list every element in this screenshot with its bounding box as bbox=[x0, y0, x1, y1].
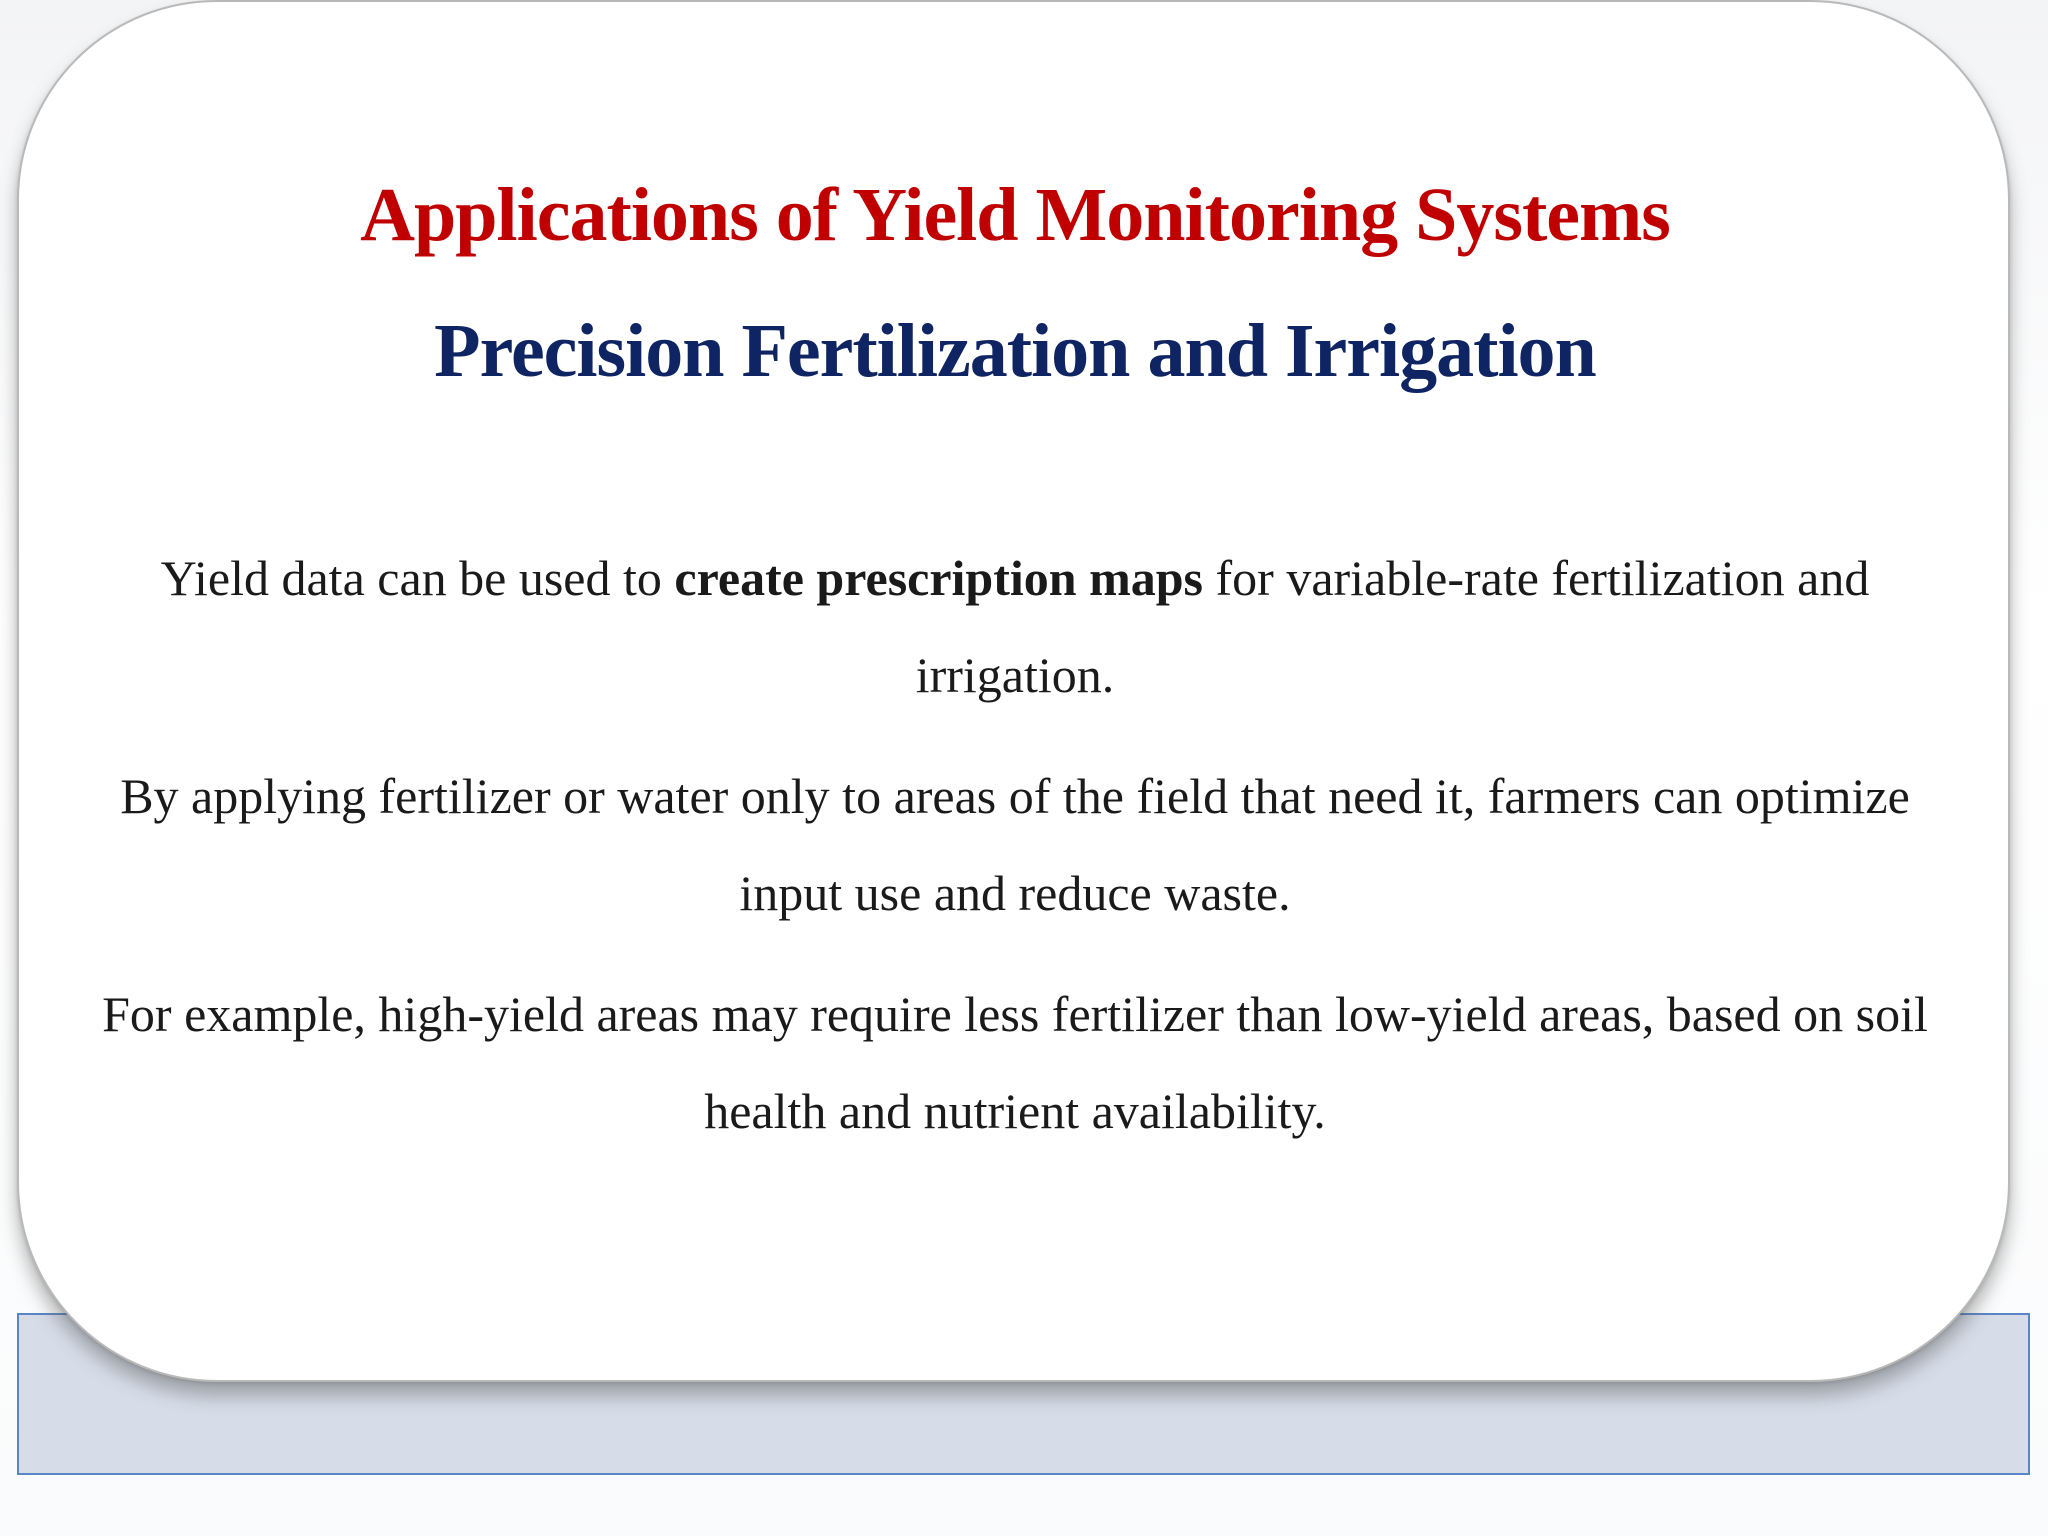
slide-body bbox=[100, 530, 1930, 1184]
paragraph-1-tail: for variable-rate fertilization and irrigation. bbox=[915, 550, 1870, 703]
paragraph-prescription-maps bbox=[100, 530, 1930, 724]
paragraph-example: For example, high-yield areas may require less fertilizer than low-yield areas, based on soil health and nutrient availability. bbox=[102, 986, 1928, 1139]
slide-subtitle: Precision Fertilization and Irrigation bbox=[434, 309, 1596, 393]
paragraph-input-optimization: By applying fertilizer or water only to areas of the field that need it, farmers can optimize input use and reduce waste. bbox=[120, 768, 1910, 921]
paragraph-1-emphasis: create prescription maps bbox=[674, 550, 1204, 606]
paragraph-1-lead: Yield data can be used to bbox=[160, 550, 675, 606]
slide-title: Applications of Yield Monitoring Systems bbox=[360, 173, 1670, 257]
